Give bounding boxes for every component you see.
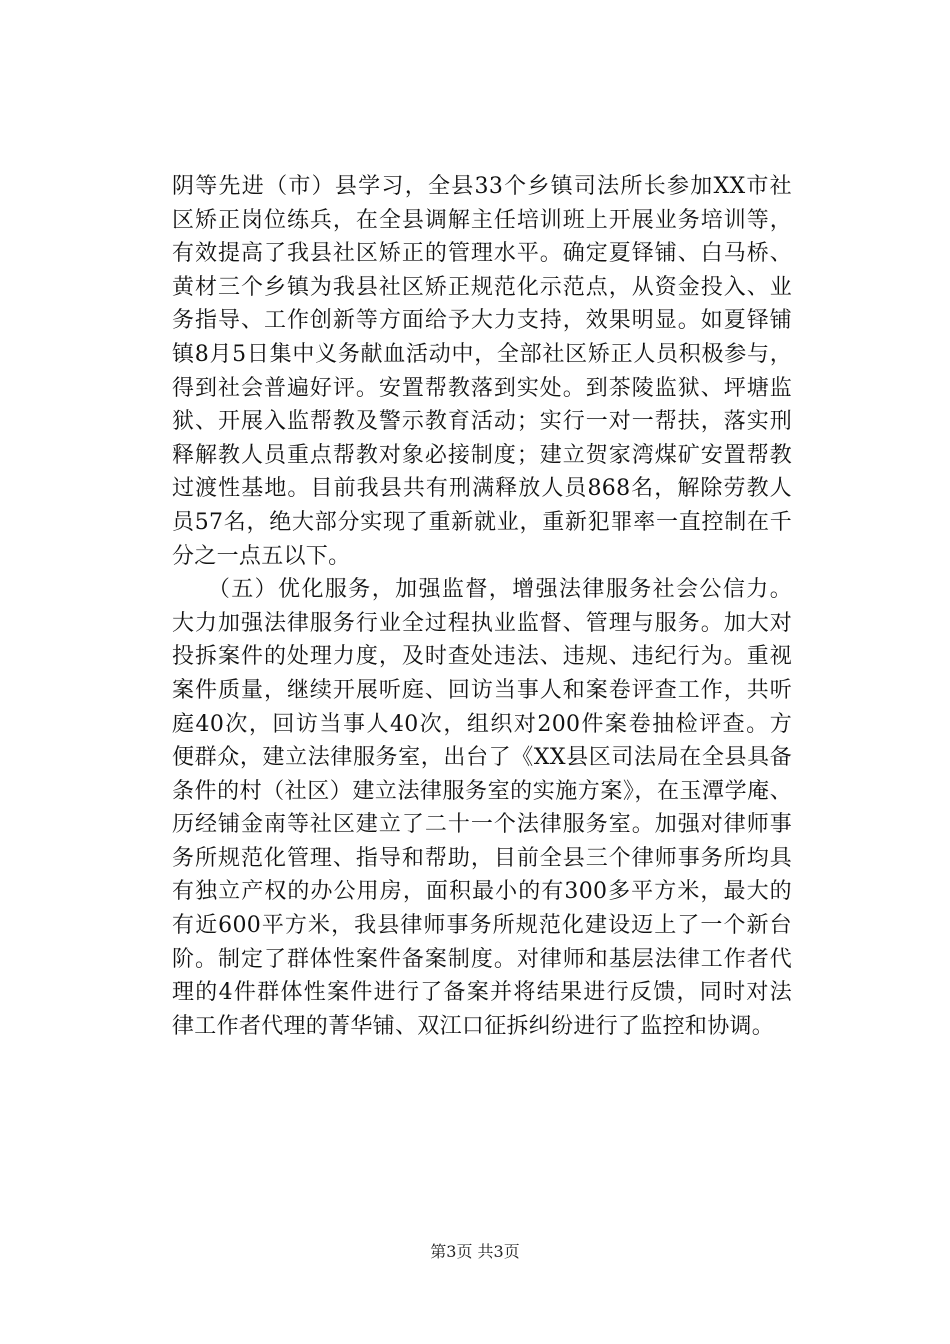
text-line: 投拆案件的处理力度，及时查处违法、违规、违纪行为。重视 bbox=[172, 644, 792, 670]
text-line: 阴等先进（市）县学习，全县33个乡镇司法所长参加XX市社 bbox=[172, 174, 792, 199]
text-line: 有独立产权的办公用房，面积最小的有300多平方米，最大的 bbox=[172, 879, 792, 905]
text-line: 有效提高了我县社区矫正的管理水平。确定夏铎铺、白马桥、 bbox=[172, 241, 792, 267]
text-line: 务所规范化管理、指导和帮助，目前全县三个律师事务所均具 bbox=[172, 845, 792, 871]
text-line: 历经铺金南等社区建立了二十一个法律服务室。加强对律师事 bbox=[172, 812, 792, 838]
text-line: 律工作者代理的菁华铺、双江口征拆纠纷进行了监控和协调。 bbox=[172, 1013, 775, 1039]
text-line: （五）优化服务，加强监督，增强法律服务社会公信力。 bbox=[172, 577, 792, 603]
text-line: 大力加强法律服务行业全过程执业监督、管理与服务。加大对 bbox=[172, 610, 792, 636]
text-line: 得到社会普遍好评。安置帮教落到实处。到茶陵监狱、坪塘监 bbox=[172, 375, 792, 401]
text-line: 条件的村（社区）建立法律服务室的实施方案》，在玉潭学庵、 bbox=[172, 778, 792, 804]
text-line: 过渡性基地。目前我县共有刑满释放人员868名，解除劳教人 bbox=[172, 476, 792, 502]
text-line: 案件质量，继续开展听庭、回访当事人和案卷评查工作，共听 bbox=[172, 677, 792, 703]
text-line: 员57名，绝大部分实现了重新就业，重新犯罪率一直控制在千 bbox=[172, 509, 792, 535]
text-line: 释解教人员重点帮教对象必接制度；建立贺家湾煤矿安置帮教 bbox=[172, 442, 792, 468]
text-line: 便群众，建立法律服务室，出台了《XX县区司法局在全县具备 bbox=[172, 745, 792, 771]
text-line: 狱、开展入监帮教及警示教育活动；实行一对一帮扶，落实刑 bbox=[172, 409, 792, 435]
text-line: 理的4件群体性案件进行了备案并将结果进行反馈，同时对法 bbox=[172, 980, 792, 1006]
text-line: 有近600平方米，我县律师事务所规范化建设迈上了一个新台 bbox=[172, 913, 792, 939]
page-number: 第3页 共3页 bbox=[430, 1242, 520, 1261]
text-line: 阶。制定了群体性案件备案制度。对律师和基层法律工作者代 bbox=[172, 946, 792, 972]
text-line: 庭40次，回访当事人40次，组织对200件案卷抽检评查。方 bbox=[172, 711, 792, 737]
page-footer bbox=[0, 1241, 950, 1263]
text-line: 务指导、工作创新等方面给予大力支持，效果明显。如夏铎铺 bbox=[172, 308, 792, 334]
text-line: 镇8月5日集中义务献血活动中，全部社区矫正人员积极参与， bbox=[172, 341, 792, 367]
text-line: 区矫正岗位练兵，在全县调解主任培训班上开展业务培训等， bbox=[172, 207, 792, 233]
body-text bbox=[172, 170, 792, 1043]
text-line: 分之一点五以下。 bbox=[172, 543, 351, 569]
text-line: 黄材三个乡镇为我县社区矫正规范化示范点，从资金投入、业 bbox=[172, 274, 792, 300]
